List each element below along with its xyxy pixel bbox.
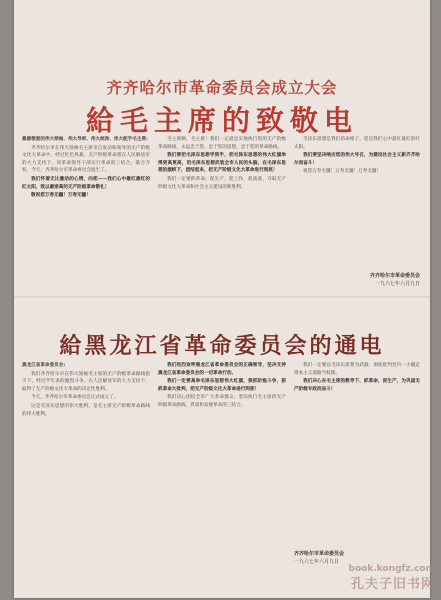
letter2-headline: 給黑龙江省革命委员会的通电	[59, 333, 385, 359]
watermark-url: book.kongfz.com	[348, 564, 435, 574]
letter2-paragraph: 我们决心团结全市广大革命群众，坚决执行毛主席的无产阶级革命路线，巩固和发展革命的三结合。	[158, 395, 286, 408]
letter2-paragraph: 我们一定要以毛泽东思想为武器，彻底批判党内一小撮走资本主义道路当权派。	[294, 363, 420, 376]
paper-fold	[14, 296, 430, 300]
letter1-paragraph: 祝您万寿无疆！万寿无疆！万寿无疆！	[303, 169, 382, 175]
watermark-logo: 孔夫子旧书网	[350, 577, 435, 592]
letter2-paragraph: 这是毛泽东思想的伟大胜利，是毛主席无产阶级革命路线的伟大胜利。	[22, 403, 150, 417]
letter2-paragraph: 我们热烈欢呼黑龙江省革命委员会的正确领导，坚决支持黑龙江省革命委员会的一切革命行动。	[158, 363, 286, 376]
letter1-headline: 給毛主席的致敬电	[85, 104, 358, 137]
letter1-paragraph: 毛主席啊，毛主席！我们一定最忠实地执行您的无产阶级革命路线，永远忠于您，忠于您的思想，忠于您的革命路线。	[158, 137, 286, 150]
document-sheet	[14, 0, 430, 598]
letter2-column-1	[22, 362, 150, 587]
letter1-sign-date: 一九六七年六月九日	[374, 281, 420, 287]
letter2-sign-date: 一九六七年六月九日	[294, 559, 340, 565]
letter2-paragraph: 我们一定要高举毛泽东思想伟大红旗，狠抓阶级斗争，狠抓革命大批判，把无产阶级文化大革命进行到底！	[158, 379, 286, 392]
letter1-paragraph: 我们怀着无比激动的心情，向您——我们心中最红最红的红太阳，致以最崇高的无产阶级革命敬礼！	[22, 176, 150, 190]
letter2-paragraph: 我们决心在毛主席的教导下，抓革命，促生产，为巩固无产阶级专政而奋斗！	[294, 379, 420, 392]
letter1-column-2	[158, 136, 286, 294]
letter1-paragraph: 我们要坚决响应您的伟大号召，为建设社会主义新齐齐哈尔而奋斗！	[294, 153, 420, 166]
letter1-column-3	[294, 136, 420, 268]
letter1-paragraph: 齐齐哈尔市在伟大领袖毛主席亲自发动和领导的无产阶级文化大革命中，经过红色风暴，无产阶级革命派在人民解放军的大力支持下，同革命领导干部实行革命的三结合，联合夺权，今天，齐齐哈尔市革命委员会诞生了。	[22, 145, 150, 174]
letter1-paragraph: 我们一定要抓革命，促生产，促工作，促战备，夺取无产阶级文化大革命和社会主义建设的新胜利。	[158, 176, 286, 190]
letter1-paragraph: 毛泽东思想是我们的命根子，您是我们心中最红最红的红太阳。	[294, 137, 420, 150]
letter1-signature	[294, 272, 420, 288]
letter2-paragraph: 今天，齐齐哈尔市革命委员会正式成立了。	[31, 395, 119, 401]
letter1-column-1	[22, 136, 150, 294]
letter1-kicker: 齐齐哈尔市革命委员会成立大会	[106, 79, 338, 97]
letter1-salutation: 最最敬爱的伟大领袖、伟大导师、伟大统帅、伟大舵手毛主席:	[22, 137, 148, 142]
letter2-sign-org: 齐齐哈尔市革命委员会	[294, 551, 345, 557]
letter1-paragraph: 敬祝您万寿无疆！万寿无疆！	[31, 193, 91, 199]
letter1-sign-org: 齐齐哈尔市革命委员会	[369, 273, 420, 279]
letter2-salutation: 黑龙江省革命委员会:	[22, 363, 66, 368]
letter2-paragraph: 我们齐齐哈尔市在伟大领袖毛主席的无产阶级革命路线指引下，经过半年多的激烈斗争，在人民解放军的大力支持下，取得了无产阶级文化大革命的决定性胜利。	[22, 371, 150, 392]
letter1-paragraph: 我们要把毛泽东思想学到手，把毛泽东思想的伟大红旗举得更高更高，用毛泽东思想武装全市人民的头脑，在毛泽东思想的旗帜下，团结起来，把无产阶级文化大革命进行到底！	[158, 153, 286, 174]
letter2-column-2	[158, 362, 286, 587]
letter2-column-3	[294, 362, 420, 547]
